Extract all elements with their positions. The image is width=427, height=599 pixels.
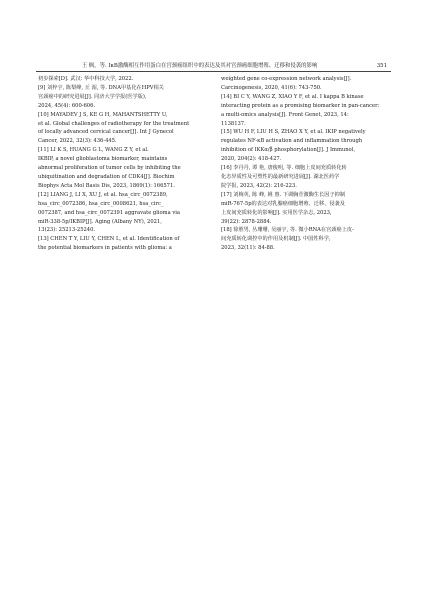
- reference-line: 上皮间充质转化的影响[J]. 实用医学杂志, 2023,: [221, 209, 332, 216]
- reference-line: 2020, 204(2): 418-427.: [221, 156, 282, 163]
- reference-line: et al. Global challenges of radiotherapy for the treatment: [38, 120, 190, 127]
- reference-entry: [221, 164, 391, 191]
- reference-line: [18] 徐胜男, 丛珊珊, 吴丽宇, 等. 微小RNA在宫颈癌上皮-: [221, 227, 354, 234]
- reference-column-right: [221, 75, 391, 253]
- reference-entry: [38, 146, 210, 191]
- reference-line: 39(22): 2878-2884.: [221, 218, 272, 225]
- reference-column-left: [38, 75, 210, 253]
- reference-entry: [221, 226, 391, 253]
- reference-line: miR-338-5p/IKBIP[J]. Aging (Albany NY), 2021,: [38, 218, 162, 225]
- reference-line: 2024, 45(4): 600-606.: [38, 102, 96, 109]
- reference-line: 初步探索[D]. 武汉: 华中科技大学, 2022.: [38, 76, 134, 82]
- reference-line: Biophys Acta Mol Basis Dis, 2023, 1869(1): 166571.: [38, 182, 175, 189]
- page-number: 351: [376, 63, 387, 69]
- reference-line: the potential biomarkers in patients with glioma: a: [38, 245, 172, 252]
- header-rule: [36, 71, 391, 72]
- reference-line: ubiquitination and degradation of CDK4[J]. Biochim: [38, 173, 175, 180]
- reference-line: [15] WU H F, LIU H S, ZHAO X Y, et al. IKIP negatively: [221, 129, 366, 136]
- reference-line: [12] LIANG J, LI X, XU J, et al. hsa_circ_0072389,: [38, 191, 168, 198]
- reference-line: 院学报, 2023, 42(2): 216-223.: [221, 182, 297, 189]
- reference-line: [16] 李丹丹, 谭 艳, 唐俊明, 等. 细胞上皮间充质转化转: [221, 165, 347, 172]
- reference-line: IKBIP, a novel glioblastoma biomarker, maintains: [38, 156, 168, 163]
- reference-entry: [38, 84, 210, 111]
- reference-line: regulates NF-κB activation and inflammation through: [221, 138, 363, 145]
- reference-line: of locally advanced cervical cancer[J]. Int J Gynecol: [38, 129, 174, 136]
- reference-line: Cancer, 2022, 32(3): 436-445.: [38, 138, 117, 145]
- reference-line: inhibition of IKKα/β phosphorylation[J]. J Immunol,: [221, 147, 355, 154]
- reference-entry: [38, 191, 210, 236]
- reference-entry: [221, 191, 391, 227]
- reference-line: a multi-omics analysis[J]. Front Genet, 2023, 14:: [221, 111, 349, 118]
- reference-line: 2023, 32(11): 84-88.: [221, 245, 275, 252]
- reference-line: 0072387, and hsa_circ_0072391 aggravate glioma via: [38, 209, 181, 216]
- reference-line: 宫颈癌中的研究进展[J]. 同济大学学报(医学版),: [38, 93, 147, 100]
- reference-entry: [38, 111, 210, 147]
- reference-line: 间充质转化调控中的作用及机制[J]. 中国性科学,: [221, 236, 331, 243]
- reference-line: [9] 刘梓宇, 陈梨峰, 丘 湄, 等. DNA甲基化在HPV相关: [38, 84, 164, 91]
- reference-line: miR-767-5p的表达对乳腺癌细胞增殖、迁移、侵袭及: [221, 200, 345, 207]
- header-title: 王 枫，等. IκB激酶相互作用蛋白在宫颈癌组织中的表达及其对宫颈癌细胞增殖、迁移和侵袭的影响: [81, 63, 318, 69]
- reference-entry: [221, 128, 391, 164]
- reference-line: [14] BI C Y, WANG Z, XIAO Y F, et al. I kappa B kinase: [221, 93, 364, 100]
- reference-entry: [221, 75, 391, 93]
- reference-line: [10] MAYADEV J S, KE G H, MAHANTSHETTY U,: [38, 111, 168, 118]
- reference-line: interacting protein as a promising biomarker in pan-cancer:: [221, 102, 380, 109]
- reference-line: [17] 刘梅英, 陈 峰, 姚 惠. 下调胸苷激酶生长因子抑制: [221, 191, 346, 198]
- reference-line: hsa_circ_0072386, hsa_circ_0008621, hsa_circ_: [38, 200, 164, 207]
- reference-line: abnormal proliferation of tumor cells by inhibiting the: [38, 165, 181, 172]
- reference-line: [11] LI K S, HUANG G L, WANG Z Y, et al.: [38, 147, 149, 154]
- reference-line: Carcinogenesis, 2020, 41(6): 743-750.: [221, 84, 322, 91]
- reference-line: weighted gene co-expression network analysis[J].: [221, 76, 352, 82]
- reference-entry: [38, 75, 210, 84]
- reference-line: 1138137.: [221, 120, 246, 127]
- reference-line: [13] CHEN T Y, LIU Y, CHEN L, et al. Identification of: [38, 236, 180, 243]
- reference-entry: [221, 93, 391, 129]
- reference-entry: [38, 235, 210, 253]
- reference-line: 13(23): 25213-25240.: [38, 227, 96, 234]
- reference-line: 化态异质性及可塑性的最新研究进展[J]. 湖北医药学: [221, 173, 340, 180]
